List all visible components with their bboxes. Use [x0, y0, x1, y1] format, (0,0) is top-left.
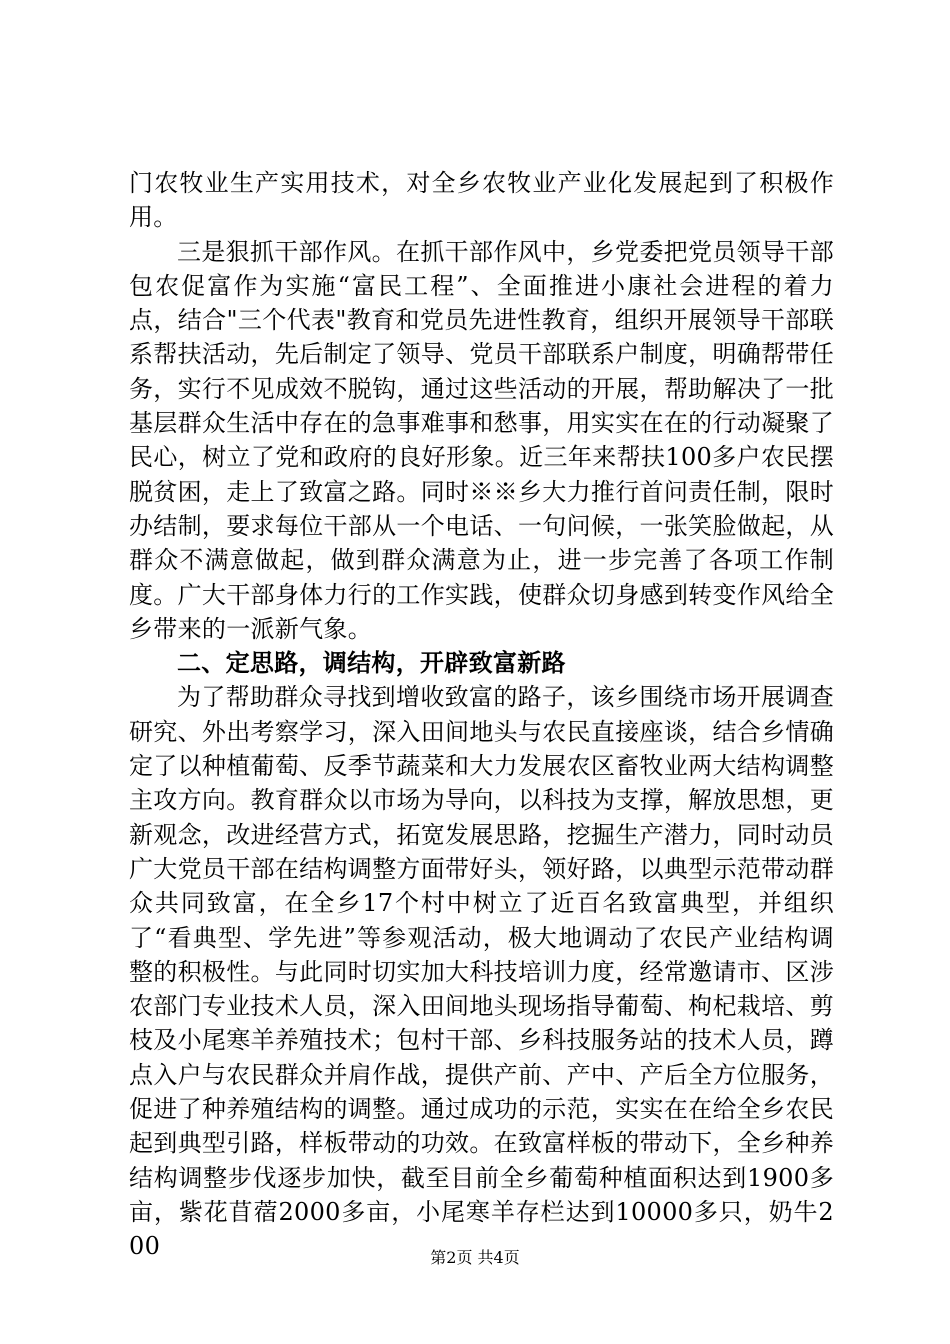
- page-footer: [0, 1248, 950, 1268]
- page-number: 第2页: [430, 1248, 473, 1267]
- document-body: [129, 166, 834, 1264]
- paragraph-continuation: 门农牧业生产实用技术，对全乡农牧业产业化发展起到了积极作用。: [129, 169, 834, 232]
- paragraph-structure-adjustment: 为了帮助群众寻找到增收致富的路子，该乡围绕市场开展调查研究、外出考察学习，深入田间地头与农民直接座谈，结合乡情确定了以种植葡萄、反季节蔬菜和大力发展农区畜牧业两大结构调整主攻方向。教育群众以市场为导向，以科技为支撑，解放思想，更新观念，改进经营方式，拓宽发展思路，挖掘生产潜力，同时动员广大党员干部在结构调整方面带好头，领好路，以典型示范带动群众共同致富，在全乡17个村中树立了近百名致富典型，并组织了“看典型、学先进”等参观活动，极大地调动了农民产业结构调整的积极性。与此同时切实加大科技培训力度，经常邀请市、区涉农部门专业技术人员，深入田间地头现场指导葡萄、枸杞栽培、剪枝及小尾寒羊养殖技术；包村干部、乡科技服务站的技术人员，蹲点入户与农民群众并肩作战，提供产前、产中、产后全方位服务，促进了种养殖结构的调整。通过成功的示范，实实在在给全乡农民起到典型引路，样板带动的功效。在致富样板的带动下，全乡种养结构调整步伐逐步加快，截至目前全乡葡萄种植面积达到1900多亩，紫花苜蓿2000多亩，小尾寒羊存栏达到10000多只，奶牛200: [129, 683, 834, 1261]
- section-heading: 二、定思路，调结构，开辟致富新路: [177, 649, 566, 678]
- paragraph-cadre-style: 三是狠抓干部作风。在抓干部作风中，乡党委把党员领导干部包农促富作为实施“富民工程”、全面推进小康社会进程的着力点，结合"三个代表"教育和党员先进性教育，组织开展领导干部联系帮扶活动，先后制定了领导、党员干部联系户制度，明确帮带任务，实行不见成效不脱钩，通过这些活动的开展，帮助解决了一批基层群众生活中存在的急事难事和愁事，用实实在在的行动凝聚了民心，树立了党和政府的良好形象。近三年来帮扶100多户农民摆脱贫困，走上了致富之路。同时※※乡大力推行首问责任制，限时办结制，要求每位干部从一个电话、一句问候，一张笑脸做起，从群众不满意做起，做到群众满意为止，进一步完善了各项工作制度。广大干部身体力行的工作实践，使群众切身感到转变作风给全乡带来的一派新气象。: [129, 237, 834, 643]
- page-total: 共4页: [477, 1248, 520, 1267]
